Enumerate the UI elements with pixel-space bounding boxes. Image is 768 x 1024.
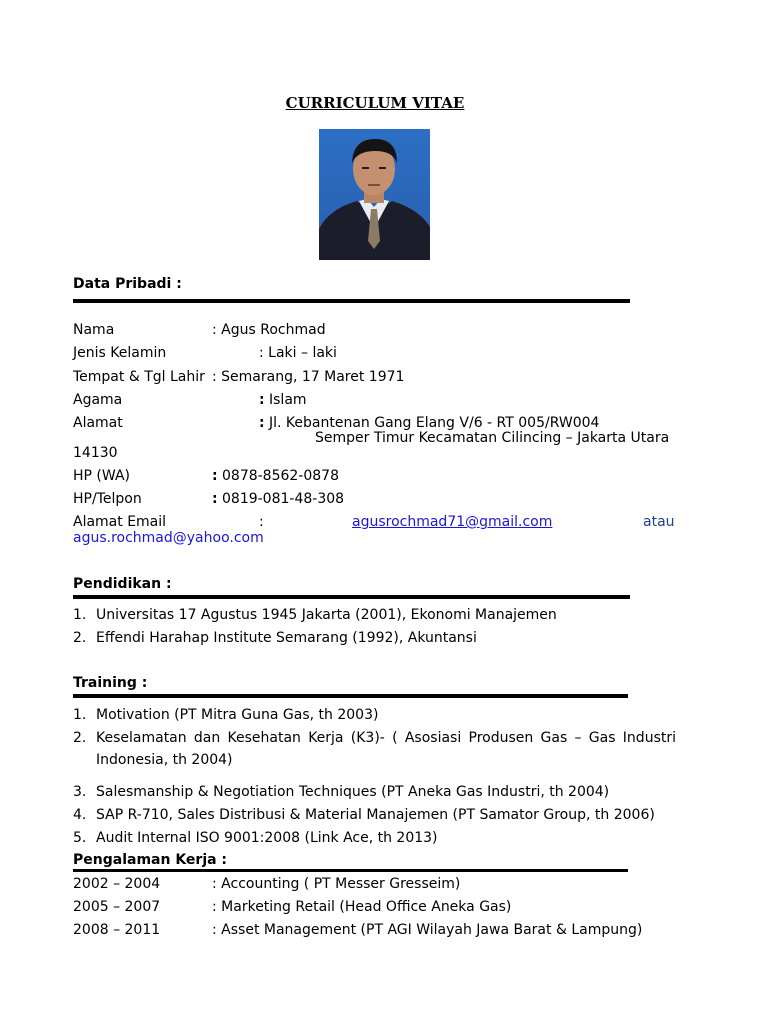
label-email: Alamat Email xyxy=(73,514,167,530)
email-link-yahoo[interactable]: agus.rochmad@yahoo.com xyxy=(73,530,264,546)
experience-period: 2008 – 2011 xyxy=(73,922,161,938)
section-heading-personal: Data Pribadi : xyxy=(73,276,182,292)
value-tempat-tgl-lahir: : Semarang, 17 Maret 1971 xyxy=(212,369,405,385)
label-alamat: Alamat xyxy=(73,415,123,431)
label-tempat-tgl-lahir: Tempat & Tgl Lahir xyxy=(73,369,205,385)
label-jenis-kelamin: Jenis Kelamin xyxy=(73,345,167,361)
document-title: CURRICULUM VITAE xyxy=(285,94,465,112)
colon-hp-wa: : xyxy=(212,468,218,484)
colon-alamat: : xyxy=(259,415,265,431)
label-nama: Nama xyxy=(73,322,115,338)
section-divider xyxy=(73,595,630,599)
label-hp-wa: HP (WA) xyxy=(73,468,130,484)
colon-agama: : xyxy=(259,392,265,408)
value-alamat-line1: Jl. Kebantenan Gang Elang V/6 - RT 005/RW004 xyxy=(269,415,600,431)
label-agama: Agama xyxy=(73,392,123,408)
value-alamat-line3: 14130 xyxy=(73,445,118,461)
section-divider xyxy=(73,299,630,303)
value-agama: Islam xyxy=(269,392,307,408)
profile-photo xyxy=(319,129,430,260)
section-heading-experience: Pengalaman Kerja : xyxy=(73,852,228,868)
training-item: Motivation (PT Mitra Guna Gas, th 2003) xyxy=(96,707,379,723)
section-heading-education: Pendidikan : xyxy=(73,576,172,592)
email-joiner: atau xyxy=(643,514,675,530)
education-item: Effendi Harahap Institute Semarang (1992), Akuntansi xyxy=(96,630,477,646)
label-hp-telpon: HP/Telpon xyxy=(73,491,142,507)
experience-period: 2002 – 2004 xyxy=(73,876,161,892)
training-item: Audit Internal ISO 9001:2008 (Link Ace, th 2013) xyxy=(96,830,438,846)
training-item: Salesmanship & Negotiation Techniques (PT Aneka Gas Industri, th 2004) xyxy=(96,784,610,800)
training-item: Keselamatan dan Kesehatan Kerja (K3)- ( Asosiasi Produsen Gas – Gas Industri Indonesia, th 2004) xyxy=(96,730,676,768)
colon-hp-telpon: : xyxy=(212,491,218,507)
email-link-gmail[interactable]: agusrochmad71@gmail.com xyxy=(352,514,553,530)
experience-role: : Asset Management (PT AGI Wilayah Jawa Barat & Lampung) xyxy=(212,922,643,938)
value-hp-wa: 0878-8562-0878 xyxy=(222,468,339,484)
section-divider xyxy=(73,694,628,698)
experience-period: 2005 – 2007 xyxy=(73,899,161,915)
education-item: Universitas 17 Agustus 1945 Jakarta (2001), Ekonomi Manajemen xyxy=(96,607,557,623)
list-number: 2. xyxy=(73,730,87,746)
value-hp-telpon: 0819-081-48-308 xyxy=(222,491,345,507)
list-number: 1. xyxy=(73,607,87,623)
list-number: 4. xyxy=(73,807,87,823)
section-heading-training: Training : xyxy=(73,675,148,691)
list-number: 3. xyxy=(73,784,87,800)
list-number: 1. xyxy=(73,707,87,723)
list-number: 5. xyxy=(73,830,87,846)
training-item: SAP R-710, Sales Distribusi & Material Manajemen (PT Samator Group, th 2006) xyxy=(96,807,655,823)
colon-email: : xyxy=(259,514,264,530)
list-number: 2. xyxy=(73,630,87,646)
value-alamat-line2: Semper Timur Kecamatan Cilincing – Jakarta Utara xyxy=(315,430,670,446)
experience-role: : Marketing Retail (Head Office Aneka Gas) xyxy=(212,899,512,915)
value-jenis-kelamin: : Laki – laki xyxy=(259,345,337,361)
experience-role: : Accounting ( PT Messer Gresseim) xyxy=(212,876,461,892)
section-divider xyxy=(73,869,628,872)
value-nama: : Agus Rochmad xyxy=(212,322,326,338)
